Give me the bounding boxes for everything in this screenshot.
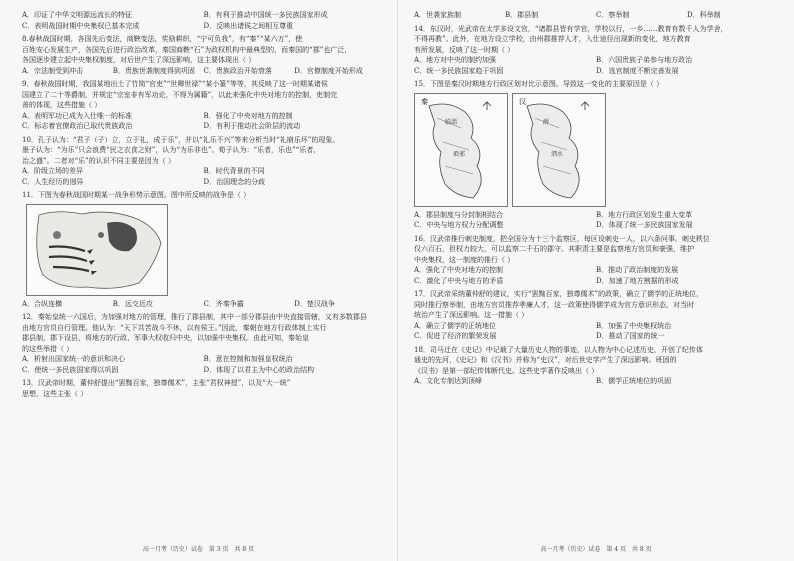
- question-text: 11．下图为春秋战国时期某一战争形势示意图。图中所反映的战争是（ ）: [22, 191, 251, 199]
- question-text: 不得再教”。此外，在地方设立学校，由州郡推荐人才，入仕途径出现新的变化，地方教育: [414, 35, 691, 43]
- answer-option[interactable]: D．治国理念的分歧: [203, 177, 266, 186]
- answer-options: [22, 10, 385, 21]
- question-text: 各国逐步建立起中央集权制度，对后世产生了深远影响，这主要体现出（ ）: [22, 56, 256, 64]
- question-text: 14．东汉时，光武帝在太学多设文官，“诸郡县皆有学官，学校以行，一乡……教育有数千人为学舍，: [414, 24, 728, 33]
- question-text: 仅六百石，但权力较大，可以监察二千石的郡守。其职责主要是监察地方官员和豪强，维护: [414, 245, 694, 253]
- question-text: 中央集权，这一制度的推行（ ）: [414, 255, 515, 264]
- answer-option[interactable]: A．世袭家族制: [414, 11, 462, 19]
- question-text: 8.春秋战国时期，各国先后变法，商鞅变法，奖励耕织，“宁可负我”，有“秦”“某六万”，使: [22, 35, 303, 43]
- answer-options: [414, 55, 778, 66]
- answer-options: [414, 376, 778, 387]
- answer-option[interactable]: D．科举制: [687, 11, 721, 19]
- question-text: 16．汉武帝推行刺史制度，把全国分为十三个监察区，每区设刺史一人，以六条问事。刺史秩位: [414, 234, 710, 243]
- answer-options: [22, 21, 385, 32]
- question-text: 统治产生了深远影响。这一措施（ ）: [414, 311, 529, 319]
- question-text: 12．秦始皇统一六国后，为加强对地方的管理，推行了郡县制，其中一部分郡县由中央直接管辖，又有多数郡县: [22, 313, 367, 321]
- answer-option[interactable]: A．强化了中央对地方的控制: [414, 266, 504, 274]
- answer-option[interactable]: A．宗法制受到冲击: [22, 66, 84, 75]
- map-title: 秦: [421, 97, 428, 106]
- answer-option[interactable]: B．地方行政区划发生重大变革: [596, 210, 693, 219]
- question-text: 墨子认为：“为乐”只会浪费“民之衣食之财”，认为“为乐非也”。荀子认为：“乐者，乐也”“乐者，: [22, 146, 321, 154]
- answer-option[interactable]: D．体现了以君主为中心的政治结构: [203, 365, 315, 374]
- answer-options: [22, 111, 385, 122]
- answer-option[interactable]: C．贵族政治开始衰落: [203, 66, 272, 75]
- answer-option[interactable]: A．印证了中华文明源远流长的特征: [22, 11, 133, 19]
- map-title: 汉: [519, 97, 526, 106]
- answer-option[interactable]: D．有利于推动社会阶层的流动: [203, 122, 301, 130]
- question-text: 17．汉武帝采纳董仲舒的建议，实行“罢黜百家，独尊儒术”的政策，确立了儒学的正统地位，: [414, 290, 704, 298]
- answer-options: [22, 354, 385, 365]
- answer-option[interactable]: B．六国贵族子弟参与地方政治: [596, 56, 693, 64]
- answer-option[interactable]: B．儒学正统地位的巩固: [596, 377, 672, 385]
- answer-option[interactable]: B．时代背景的不同: [203, 167, 265, 175]
- question-text: 善的体现，这些措施（ ）: [22, 101, 102, 109]
- answer-option[interactable]: A．文化专制达到顶峰: [414, 377, 483, 385]
- answer-options: [414, 66, 778, 77]
- answer-option[interactable]: A．合纵连横: [22, 299, 63, 308]
- answer-option[interactable]: B．意在控制和加强皇权统治: [203, 355, 293, 363]
- answer-option[interactable]: C．标志着官僚政治已取代贵族政治: [22, 122, 133, 130]
- answer-option[interactable]: A．阶级立场的差异: [22, 167, 84, 175]
- answer-option[interactable]: D．楚汉战争: [294, 299, 335, 308]
- answer-option[interactable]: C．使统一多民族国家得以巩固: [22, 365, 119, 374]
- page-footer-right: 高一月考（历史）试卷 第 4 页 共 8 页: [540, 546, 652, 553]
- answer-option[interactable]: D．官僚制度开始形成: [294, 66, 363, 75]
- war-map-figure: [26, 204, 168, 296]
- answer-options: [414, 220, 778, 231]
- question-text: 10．孔子认为：“君子（子）立，立于礼，成于乐”，并以“礼乐不兴”等来分析当时“礼崩乐坏”的现象。: [22, 135, 340, 144]
- question-text: 通史的先河，《史记》和《汉书》并称为“史汉”，对后世史学产生了深远影响。班固的: [414, 356, 677, 364]
- answer-option[interactable]: B．推动了政治制度的发展: [596, 266, 679, 274]
- answer-option[interactable]: C．激化了中央与地方的矛盾: [414, 276, 504, 285]
- answer-option[interactable]: D．推动了国家的统一: [596, 332, 665, 340]
- question-text: 百姓安心发展生产，各国先后进行政治改革，秦国商鞅“石”为政权机构中最典型的，而秦国的“郡”也广泛，: [22, 45, 352, 54]
- answer-option[interactable]: B．远交近攻: [112, 299, 153, 308]
- question-text: 思想，这些主张（ ）: [22, 389, 88, 398]
- region-map: [512, 93, 606, 207]
- answer-option[interactable]: B．郡县制: [505, 11, 539, 19]
- answer-option[interactable]: C．齐秦争霸: [203, 299, 244, 308]
- answer-options: [414, 331, 778, 342]
- page-footer-left: 高一月考（历史）试卷 第 3 页 共 8 页: [142, 546, 255, 553]
- exam-page-right: [397, 0, 794, 561]
- question-text: 同时推行察举制，由地方官员推荐孝廉人才，这一政策使得儒学成为官方意识形态，对当时: [414, 300, 694, 309]
- question-text: 国建立了二十等爵制，并规定“宗室非有军功论，不得为属籍”，以此来强化中央对地方的控制，吏制完: [22, 90, 338, 99]
- question-text: 15．下图是秦汉时期地方行政区划对比示意图。导致这一变化的主要原因是（ ）: [414, 80, 664, 88]
- answer-options: [414, 276, 778, 287]
- answer-option[interactable]: A．确立了儒学的正统地位: [414, 321, 497, 330]
- left-column: [22, 10, 385, 399]
- answer-options: [22, 66, 385, 77]
- answer-options: [22, 299, 385, 310]
- answer-option[interactable]: D．体现了统一多民族国家发展: [596, 221, 693, 229]
- answer-options: [22, 166, 385, 177]
- map-label: 琅邪: [453, 150, 466, 158]
- map-label: 临淄: [445, 118, 458, 126]
- answer-option[interactable]: C．察举制: [596, 11, 630, 19]
- answer-option[interactable]: C．表明战国时期中央集权已基本完成: [22, 21, 140, 30]
- answer-option[interactable]: C．促进了经济的繁荣发展: [414, 332, 497, 340]
- question-text: 的这些举措（ ）: [22, 344, 74, 353]
- answer-options: [22, 365, 385, 376]
- region-map: [414, 93, 508, 207]
- answer-option[interactable]: D．选官制度不断完善发展: [596, 66, 679, 75]
- question-text: 郡县制，郡下设县，将地方的行政、军事大权收归中央，以加强中央集权。由此可知，秦始皇: [22, 334, 309, 342]
- question-text: 18．司马迁在《史记》中记载了大量历史人物的事迹，以人物为中心记述历史，开创了纪传体: [414, 345, 703, 354]
- answer-option[interactable]: B．有利于推动中国统一多民族国家形成: [203, 11, 328, 19]
- answer-options: [414, 210, 778, 221]
- question-text: 由地方官员自行管理。他认为：“天下共苦战斗不休，以有侯王。”因此，秦朝在地方行政体制上实行: [22, 323, 327, 332]
- answer-option[interactable]: C．人生经历的迥异: [22, 177, 84, 186]
- answer-option[interactable]: A．表明军功已成为入仕唯一的标准: [22, 111, 133, 120]
- answer-option[interactable]: D．加速了地方割据的形成: [596, 276, 679, 285]
- question-text: 13．汉武帝时期，董仲舒提出“罢黜百家，独尊儒术”，主张“君权神授”，以及“大一统”: [22, 379, 291, 387]
- right-column: [414, 10, 778, 387]
- map-label: 泗水: [551, 150, 564, 158]
- question-text: 《汉书》是第一部纪传体断代史。这些史学著作反映出（ ）: [414, 366, 599, 375]
- answer-option[interactable]: B．加强了中央集权统治: [596, 321, 672, 330]
- answer-option[interactable]: A．郡县制度与分封制相结合: [414, 210, 504, 219]
- question-text: 9．春秋战国时期，我国某地出土了竹简“官吏”“世卿世禄”“某小篆”等等，其反映了这一时期某诸侯: [22, 80, 328, 88]
- map-label: 薛: [543, 118, 550, 126]
- answer-option[interactable]: D．反映出诸侯之间相互尊重: [203, 21, 294, 30]
- answer-option[interactable]: B．贵族世袭制度得到巩固: [112, 66, 195, 75]
- answer-option[interactable]: A．析射出国家统一的意识和决心: [22, 355, 126, 363]
- answer-option[interactable]: B．强化了中央对地方的控制: [203, 111, 293, 120]
- question-text: 有所发展，反映了这一时期（ ）: [414, 45, 515, 54]
- answer-options: [22, 177, 385, 188]
- answer-option[interactable]: A．地方对中央的制约加强: [414, 56, 497, 64]
- region-map-comparison: [414, 93, 778, 207]
- answer-options: [22, 121, 385, 132]
- question-text: 治之盛”。二者对“乐”的认识不同主要是因为（ ）: [22, 156, 175, 165]
- answer-options: [414, 265, 778, 276]
- answer-option[interactable]: C．中央与地方权力分配调整: [414, 221, 504, 229]
- answer-options: [414, 321, 778, 332]
- answer-option[interactable]: C．统一多民族国家趋于巩固: [414, 66, 504, 75]
- answer-options: [414, 10, 778, 21]
